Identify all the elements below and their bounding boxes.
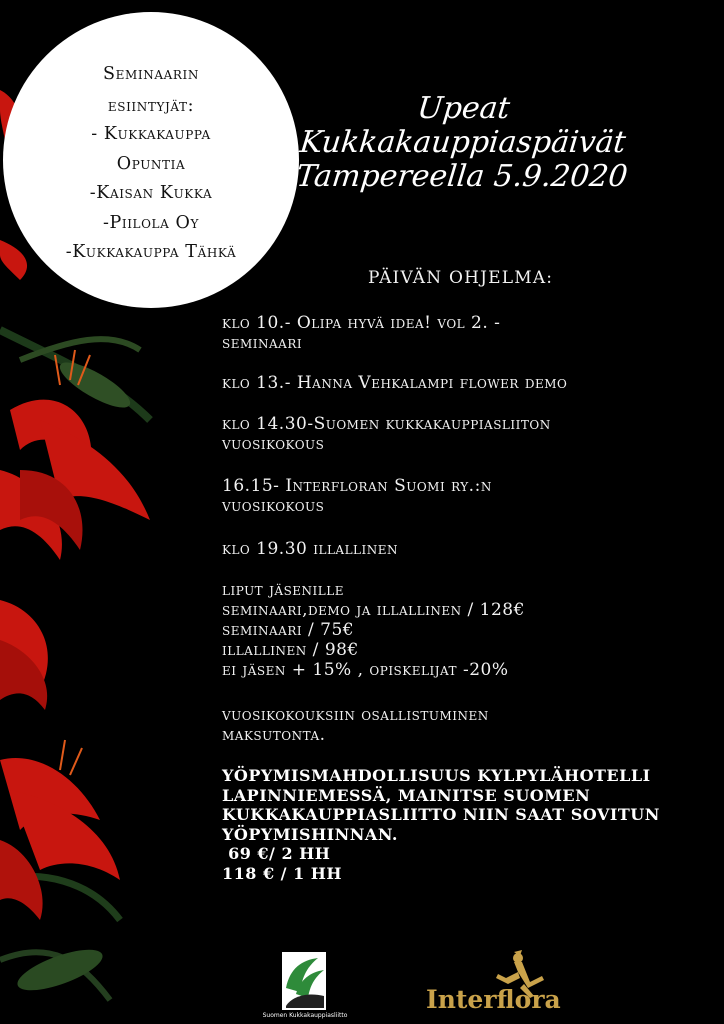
program-item-line: klo 13.- Hanna Vehkalampi flower demo (222, 373, 568, 393)
program-heading: PÄIVÄN OHJELMA: (368, 268, 554, 288)
speaker-item: Opuntia (116, 154, 186, 174)
speakers-heading-2: esiintyjät: (107, 96, 195, 116)
program-item-line: klo 14.30-Suomen kukkakauppiasliiton (222, 414, 551, 434)
hotel-offer (222, 766, 712, 883)
event-title-line: Upeat (415, 91, 512, 126)
program-item-line: 16.15- Interfloran Suomi ry.:n (222, 476, 492, 496)
speakers-heading: Seminaarin (103, 64, 199, 84)
event-title-line: Tampereella 5.9.2020 (294, 159, 630, 194)
hotel-line: KUKKAKAUPPIASLIITTO NIIN SAAT SOVITUN (222, 805, 660, 824)
program-item (222, 476, 712, 516)
association-caption: Suomen Kukkakauppiasliitto (262, 1012, 348, 1019)
speakers-circle (3, 12, 299, 308)
hotel-line: 118 € / 1 HH (222, 863, 343, 883)
ticket-line: liput jäsenille (222, 580, 344, 600)
program-item-line: klo 19.30 illallinen (222, 539, 399, 559)
program-item-line: vuosikokous (222, 434, 325, 454)
program-item (222, 313, 712, 353)
speaker-item: - Kukkakauppa (91, 124, 211, 144)
speaker-item: -Kukkakauppa Tähkä (65, 242, 237, 262)
ticket-line: ei jäsen + 15% , opiskelijat -20% (222, 660, 509, 680)
meeting-note-line: maksutonta. (222, 725, 326, 745)
hotel-line: YÖPYMISHINNAN. (222, 824, 398, 844)
hotel-line: YÖPYMISMAHDOLLISUUS KYLPYLÄHOTELLI (222, 766, 651, 785)
ticket-line: illallinen / 98€ (222, 640, 359, 660)
event-title-line: Kukkakauppiaspäivät (298, 125, 628, 160)
program-item-line: vuosikokous (222, 496, 325, 516)
meeting-note (222, 705, 712, 745)
interflora-wordmark: Interflora (426, 985, 561, 1014)
speaker-item: -Piilola Oy (102, 213, 200, 233)
meeting-note-line: vuosikokouksiin osallistuminen (222, 705, 489, 725)
program-item-line: seminaari (222, 333, 303, 353)
program-item (222, 373, 712, 393)
hotel-line: 69 €/ 2 HH (222, 844, 331, 863)
program-item-line: klo 10.- Olipa hyvä idea! vol 2. - (222, 313, 501, 333)
event-title (294, 91, 630, 194)
ticket-prices (222, 580, 712, 680)
program-item (222, 539, 712, 559)
program-item (222, 414, 712, 454)
ticket-line: seminaari / 75€ (222, 620, 355, 640)
hotel-line: LAPINNIEMESSÄ, MAINITSE SUOMEN (222, 785, 591, 805)
speaker-item: -Kaisan Kukka (89, 183, 213, 203)
ticket-line: seminaari,demo ja illallinen / 128€ (222, 600, 525, 620)
